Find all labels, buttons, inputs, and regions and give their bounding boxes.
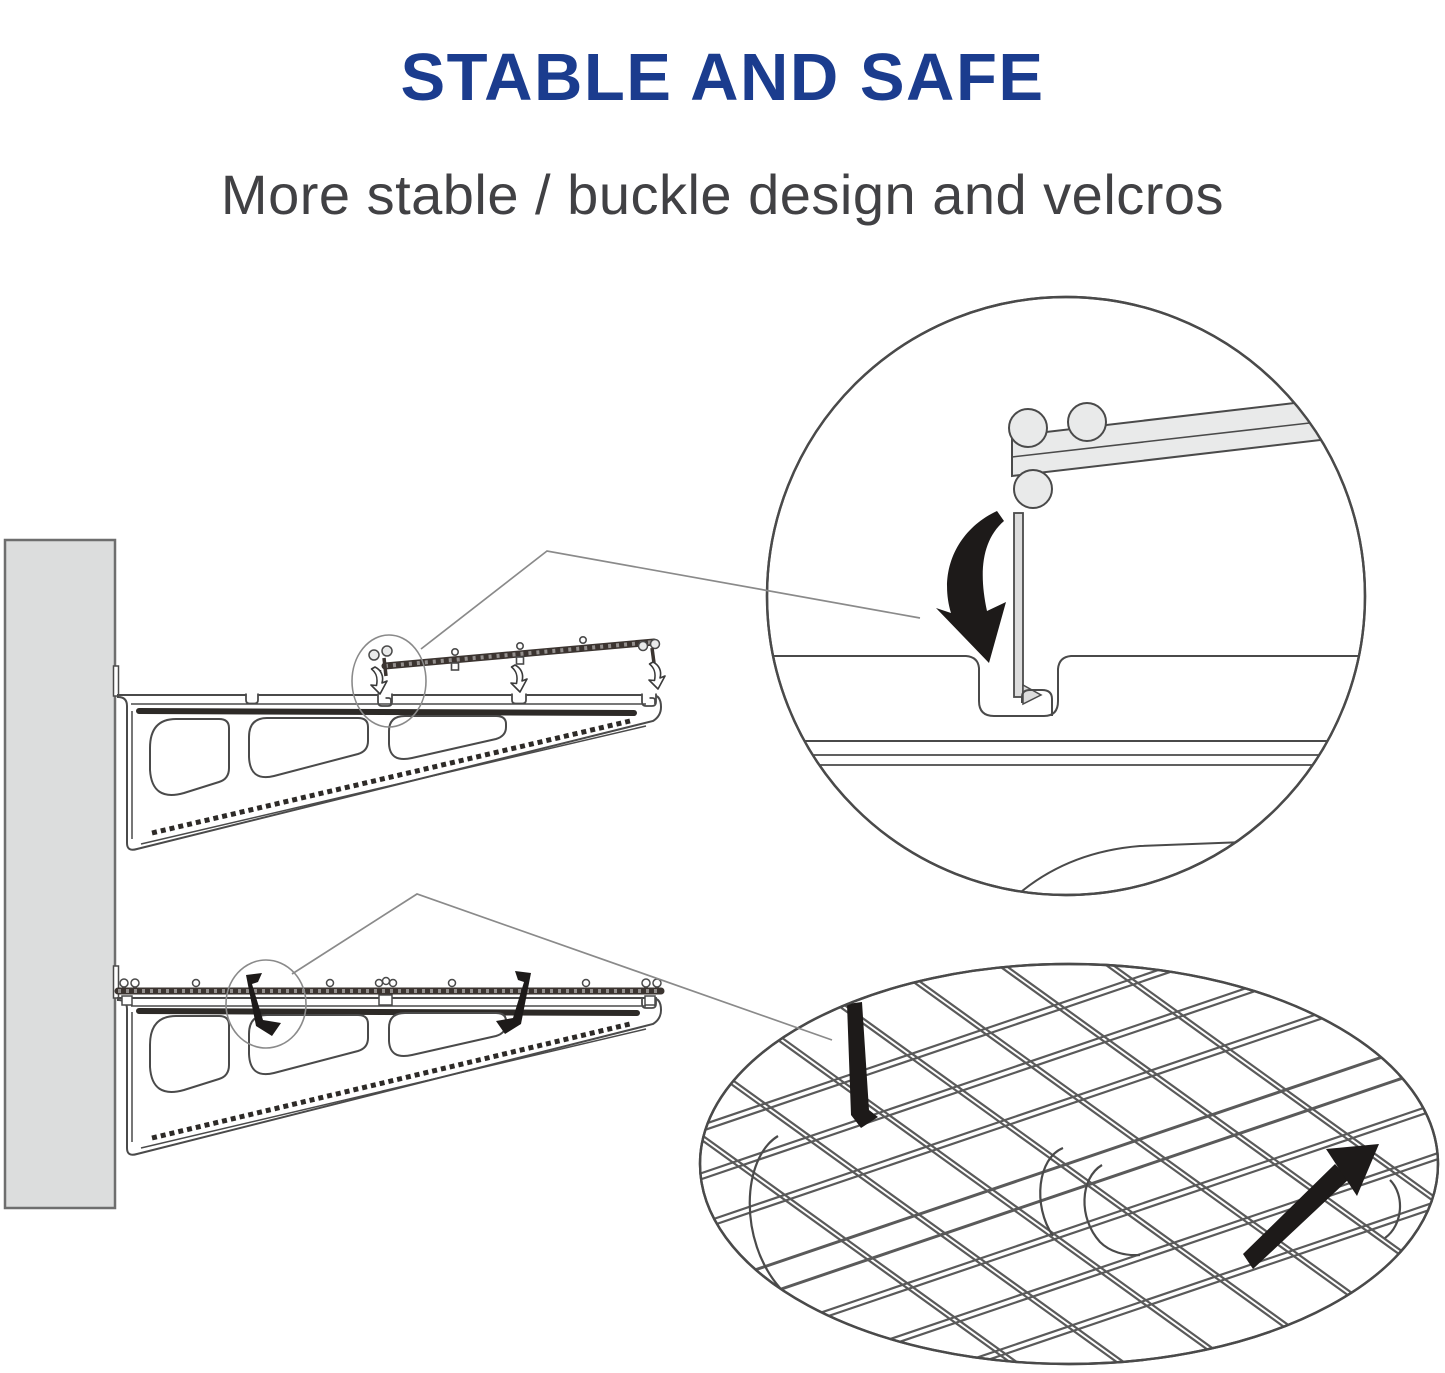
top-rubber-strip <box>139 1011 637 1013</box>
bracket-hole <box>150 1016 229 1092</box>
page-title: STABLE AND SAFE <box>400 39 1045 115</box>
upper-shelf-rod <box>369 637 660 684</box>
wire-cross-section <box>1068 403 1106 441</box>
top-rubber-strip <box>139 711 634 713</box>
wall-plate-tab <box>114 666 119 696</box>
detail-ellipse-velcro <box>452 871 1445 1373</box>
wire-cross-section <box>1009 409 1047 447</box>
upper-bracket <box>114 666 662 850</box>
bracket-hole <box>150 719 229 795</box>
wall-panel <box>5 540 115 1208</box>
drop-arrow-icon <box>649 662 665 689</box>
page-subtitle: More stable / buckle design and velcros <box>220 163 1225 226</box>
detail-circle-buckle <box>765 297 1380 897</box>
drop-arrow-icon <box>511 665 527 692</box>
wire-cross-section <box>1014 470 1052 508</box>
buckle-hook <box>1014 513 1023 697</box>
